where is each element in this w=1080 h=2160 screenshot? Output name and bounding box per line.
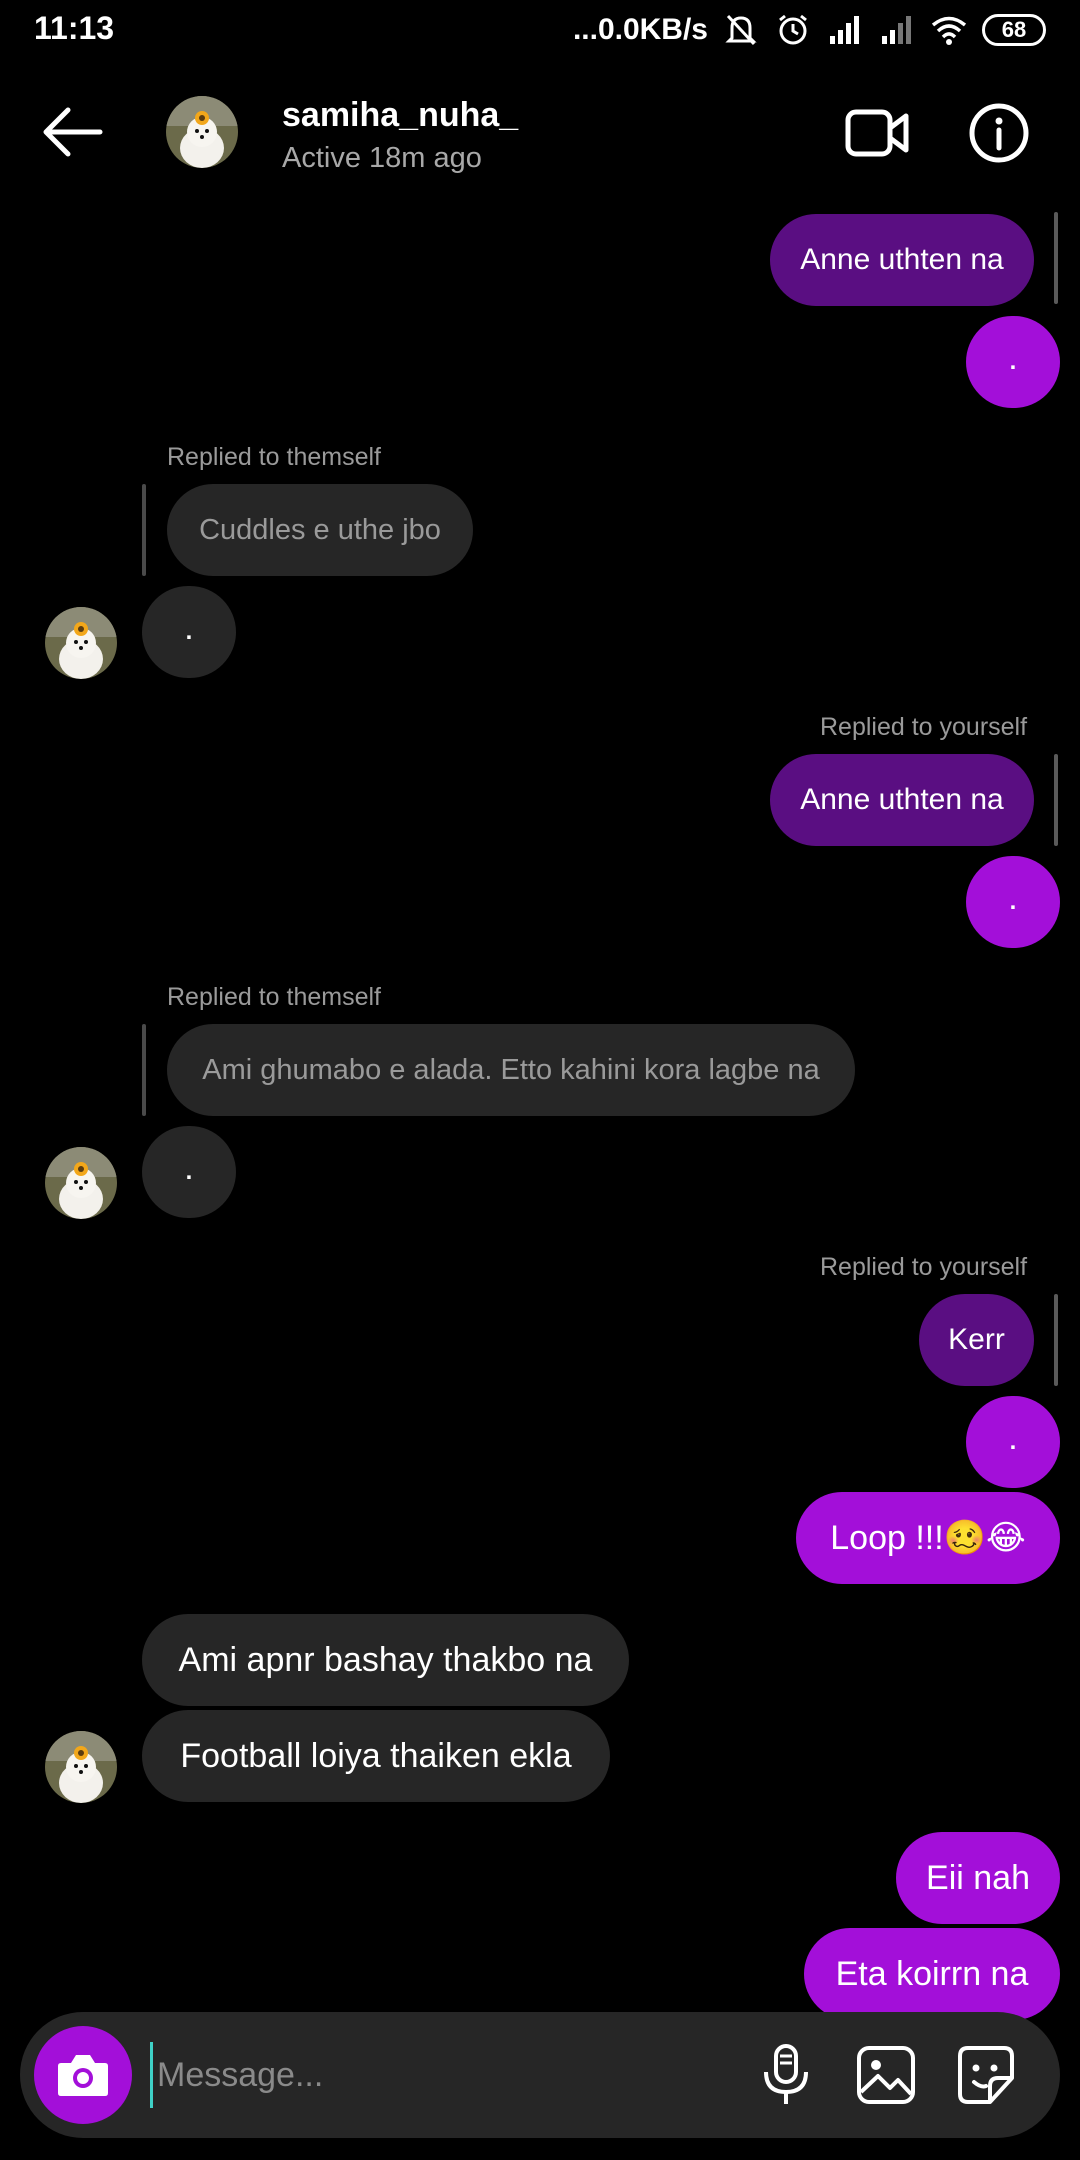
dog-avatar-image [166, 96, 238, 168]
status-time: 11:13 [34, 10, 115, 46]
reply-indicator [1054, 1294, 1058, 1386]
signal-icon [826, 12, 864, 48]
alarm-icon [774, 12, 812, 48]
gallery-icon[interactable] [854, 2042, 918, 2108]
reply-indicator [142, 484, 146, 576]
reply-label: Replied to themself [167, 443, 382, 471]
message-bubble-incoming[interactable]: . [142, 586, 236, 678]
mute-icon [722, 12, 760, 48]
message-bubble-outgoing[interactable]: Kerr [919, 1294, 1034, 1386]
wifi-icon [930, 12, 968, 48]
quoted-message[interactable]: Ami ghumabo e alada. Etto kahini kora lagbe na [167, 1024, 855, 1116]
reply-label: Replied to yourself [820, 713, 1028, 741]
dog-avatar-image [45, 607, 117, 679]
info-icon[interactable] [968, 102, 1030, 164]
avatar[interactable] [166, 96, 238, 168]
message-input[interactable] [150, 2042, 750, 2108]
dog-avatar-image [45, 1731, 117, 1803]
status-icons [573, 10, 1046, 50]
quoted-message[interactable]: Cuddles e uthe jbo [167, 484, 473, 576]
reply-indicator [1054, 754, 1058, 846]
reply-label: Replied to themself [167, 983, 382, 1011]
net-speed: ...0.0KB/s [572, 13, 708, 46]
sticker-icon[interactable] [954, 2042, 1018, 2108]
back-arrow-icon[interactable] [40, 106, 104, 158]
chat-username[interactable]: samiha_nuha_ [282, 96, 519, 134]
signal-icon [878, 12, 916, 48]
avatar[interactable] [45, 1147, 117, 1219]
message-bubble-outgoing[interactable]: Eta koirrn na [804, 1928, 1060, 2020]
avatar[interactable] [45, 607, 117, 679]
active-status: Active 18m ago [282, 142, 482, 174]
message-bubble-outgoing[interactable]: Anne uthten na [770, 214, 1034, 306]
message-bubble-incoming[interactable]: . [142, 1126, 236, 1218]
reply-label: Replied to yourself [820, 1253, 1028, 1281]
status-bar [0, 0, 1080, 62]
message-composer [20, 2012, 1060, 2138]
message-bubble-outgoing[interactable]: . [966, 316, 1060, 408]
microphone-icon[interactable] [754, 2042, 818, 2108]
camera-icon [55, 2051, 111, 2099]
message-bubble-outgoing[interactable]: Anne uthten na [770, 754, 1034, 846]
video-call-icon[interactable] [844, 106, 910, 160]
dog-avatar-image [45, 1147, 117, 1219]
camera-button[interactable] [34, 2026, 132, 2124]
message-bubble-outgoing[interactable]: Loop !!!🥴😂 [796, 1492, 1060, 1584]
message-bubble-incoming[interactable]: Ami apnr bashay thakbo na [142, 1614, 629, 1706]
reply-indicator [142, 1024, 146, 1116]
battery-icon: 68 [982, 14, 1046, 46]
scrollbar[interactable] [1054, 212, 1058, 304]
avatar[interactable] [45, 1731, 117, 1803]
message-bubble-outgoing[interactable]: . [966, 1396, 1060, 1488]
chat-header [0, 62, 1080, 212]
message-bubble-incoming[interactable]: Football loiya thaiken ekla [142, 1710, 610, 1802]
message-bubble-outgoing[interactable]: . [966, 856, 1060, 948]
message-bubble-outgoing[interactable]: Eii nah [896, 1832, 1060, 1924]
